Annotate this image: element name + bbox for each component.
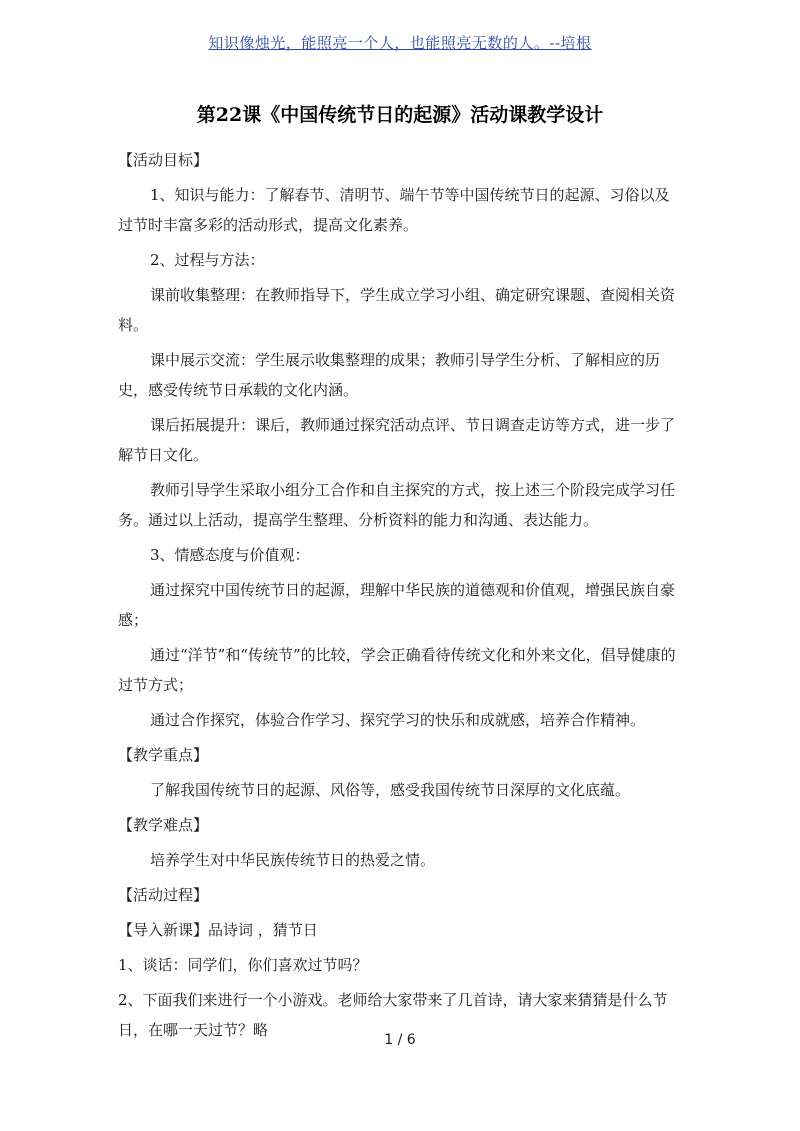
paragraph-goal-2d: 教师引导学生采取小组分工合作和自主探究的方式，按上述三个阶段完成学习任务。通过以上活动，提高学生整理、分析资料的能力和沟通、表达能力。 [118, 481, 676, 529]
section-heading-process: 【活动过程】 [118, 886, 209, 904]
paragraph-goal-1: 1、知识与能力：了解春节、清明节、端午节等中国传统节日的起源、习俗以及过节时丰富多彩的活动形式，提高文化素养。 [118, 186, 670, 234]
section-heading-key: 【教学重点】 [118, 746, 209, 764]
paragraph-goal-2a: 课前收集整理：在教师指导下，学生成立学习小组、确定研究课题、查阅相关资料。 [118, 286, 676, 334]
paragraph-goal-2b: 课中展示交流：学生展示收集整理的成果；教师引导学生分析、了解相应的历史，感受传统节日承载的文化内涵。 [118, 351, 661, 399]
paragraph-difficulty: 培养学生对中华民族传统节日的热爱之情。 [150, 851, 436, 869]
paragraph-goal-3b: 通过“洋节”和“传统节”的比较，学会正确看待传统文化和外来文化，倡导健康的过节方式； [118, 646, 676, 694]
section-heading-goals: 【活动目标】 [118, 151, 209, 169]
paragraph-key: 了解我国传统节日的起源、风俗等，感受我国传统节日深厚的文化底蕴。 [150, 781, 631, 799]
section-heading-difficulty: 【教学难点】 [118, 816, 209, 834]
paragraph-goal-3: 3、情感态度与价值观： [150, 546, 310, 564]
paragraph-goal-2: 2、过程与方法： [150, 251, 265, 269]
paragraph-step-1: 1、谈话：同学们，你们喜欢过节吗？ [118, 956, 368, 974]
page-title: 第22课《中国传统节日的起源》活动课教学设计 [196, 104, 604, 126]
page-number: 1 / 6 [384, 1032, 416, 1048]
paragraph-goal-3a: 通过探究中国传统节日的起源，理解中华民族的道德观和价值观，增强民族自豪感； [118, 581, 676, 629]
document-body [118, 140, 678, 1045]
paragraph-step-2: 2、下面我们来进行一个小游戏。老师给大家带来了几首诗，请大家来猜猜是什么节日，在哪一天过节？略 [118, 991, 668, 1039]
header-motto: 知识像烛光，能照亮一个人，也能照亮无数的人。--培根 [208, 34, 592, 52]
paragraph-goal-2c: 课后拓展提升：课后，教师通过探究活动点评、节日调查走访等方式，进一步了解节日文化。 [118, 416, 676, 464]
paragraph-intro: 【导入新课】品诗词 ，猜节日 [118, 921, 318, 939]
paragraph-goal-3c: 通过合作探究，体验合作学习、探究学习的快乐和成就感，培养合作精神。 [150, 711, 646, 729]
